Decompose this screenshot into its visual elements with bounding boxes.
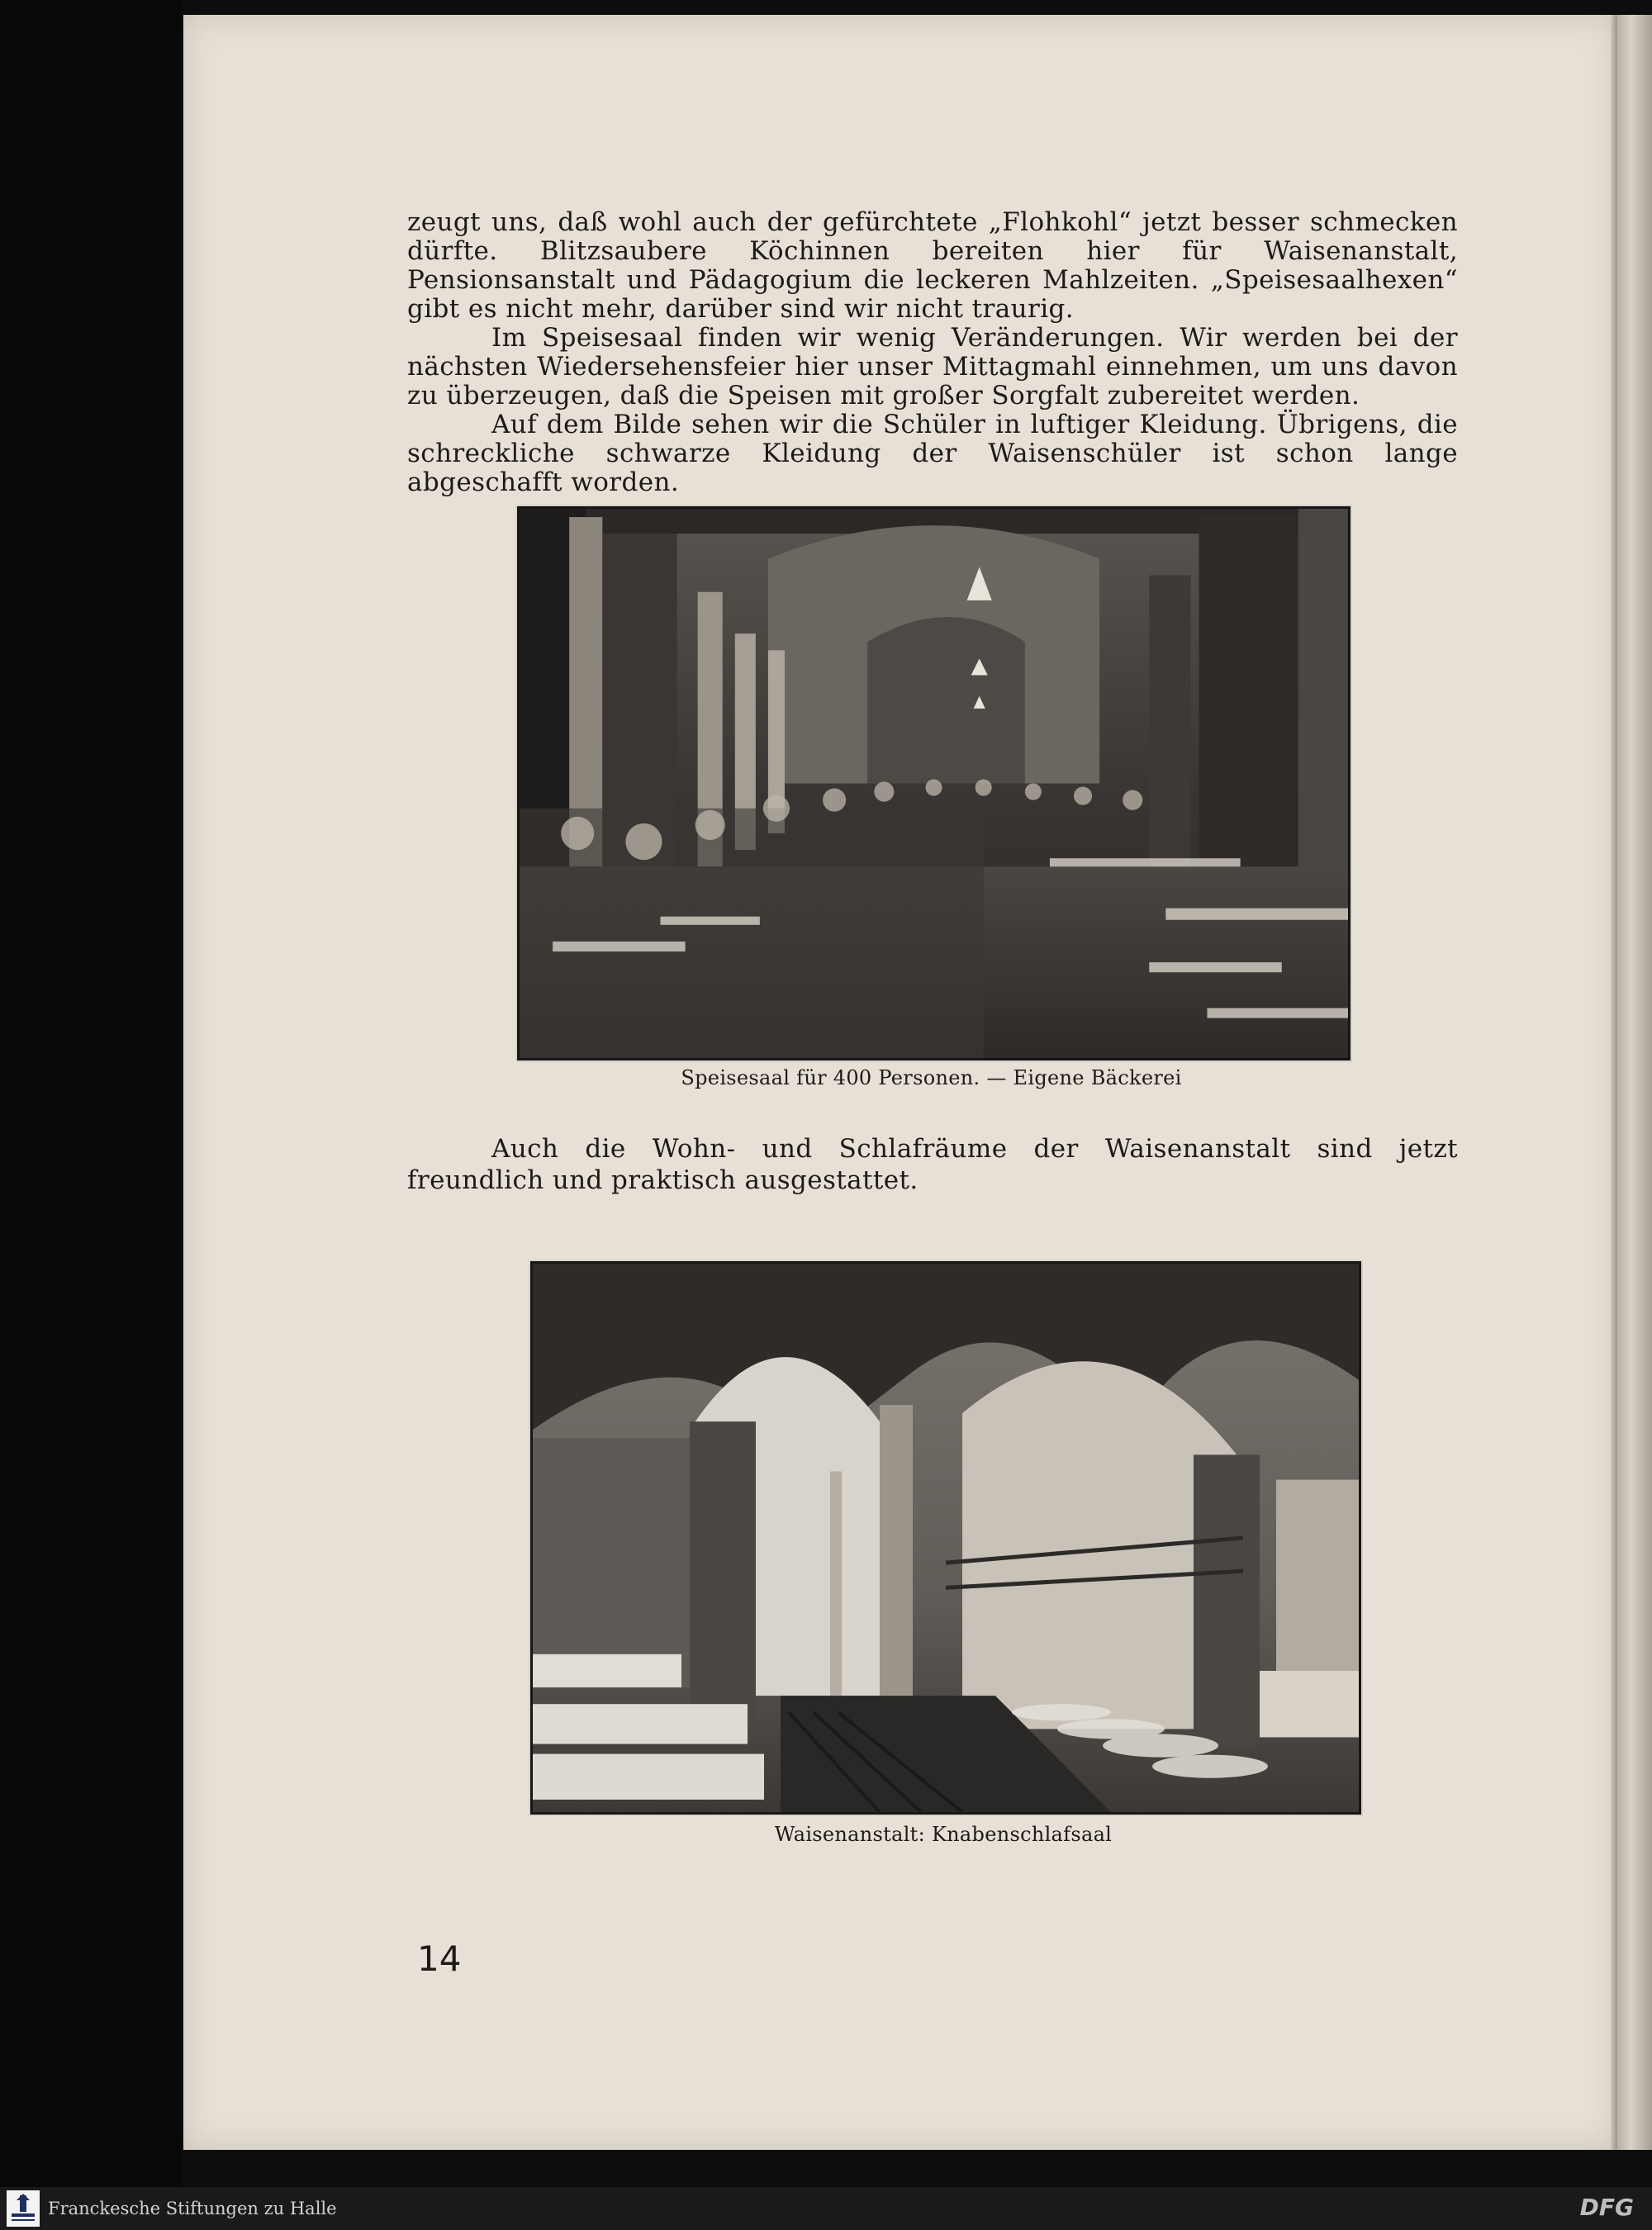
institution-logo-icon[interactable] [7, 2190, 40, 2227]
photo-dining-hall [517, 506, 1351, 1060]
institution-name[interactable]: Franckesche Stiftungen zu Halle [48, 2199, 337, 2218]
paragraph-1: zeugt uns, daß wohl auch der gefürchtete „Flohkohl“ jetzt besser schmecken dürfte. Blitzsaubere Köchinnen bereiten hier für Waisenanstalt, Pensionsanstalt und Pädagogium die leckeren Mahlzeiten. „Speisesaalhexen“ gibt es nicht mehr, darüber sind wir nicht traurig. [407, 207, 1458, 324]
footer-bar [0, 2187, 1652, 2230]
institution-logo-svg [7, 2190, 40, 2227]
page-number: 14 [417, 1938, 462, 1979]
page-fold [1611, 15, 1617, 2150]
caption-dining-hall: Speisesaal für 400 Personen. — Eigene Bäckerei [681, 1066, 1182, 1089]
scan-background [0, 0, 182, 2230]
dormitory-photo-image [533, 1264, 1359, 1812]
paragraph-4: Auch die Wohn- und Schlafräume der Waisenanstalt sind jetzt freundlich und praktisch ausgestattet. [407, 1134, 1458, 1195]
caption-dormitory: Waisenanstalt: Knabenschlafsaal [774, 1823, 1113, 1846]
page-edge [1617, 15, 1652, 2150]
paragraph-3: Auf dem Bilde sehen wir die Schüler in luftiger Kleidung. Übrigens, die schreckliche schwarze Kleidung der Waisenschüler ist schon lange abgeschafft worden. [407, 410, 1458, 497]
paragraph-2: Im Speisesaal finden wir wenig Veränderungen. Wir werden bei der nächsten Wiedersehensfeier hier unser Mittagmahl einnehmen, um uns davon zu überzeugen, daß die Speisen mit großer Sorgfalt zubereitet werden. [407, 323, 1458, 410]
middle-text-block [407, 1133, 1458, 1196]
dfg-logo[interactable]: DFG [1579, 2194, 1634, 2221]
dining-hall-photo-image [520, 509, 1348, 1058]
top-text-block [407, 208, 1458, 497]
photo-dormitory [530, 1261, 1361, 1815]
